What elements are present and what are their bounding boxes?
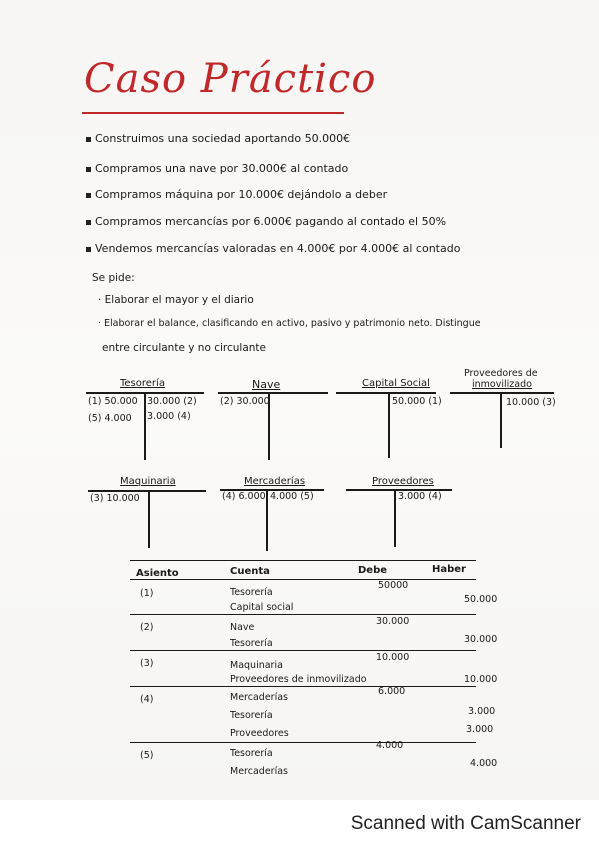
credit-entry: 30.000 (2) — [147, 396, 197, 407]
t-account-center-line — [394, 489, 396, 547]
row-debe: 30.000 — [376, 616, 410, 627]
journal-table — [130, 560, 498, 780]
t-account-center-line — [144, 392, 146, 460]
task-1: · Elaborar el mayor y el diario — [98, 294, 254, 306]
debit-entry: (1) 50.000 — [88, 396, 138, 407]
t-account-center-line — [500, 392, 502, 448]
camscanner-footer — [0, 800, 599, 848]
t-account-top-line — [336, 392, 436, 394]
journal-header-line — [130, 579, 476, 580]
task-2: · Elaborar el balance, clasificando en activo, pasivo y patrimonio neto. Distingue — [98, 318, 481, 329]
row-cuenta: Tesorería — [230, 587, 273, 598]
row-asiento: (5) — [140, 750, 154, 761]
journal-row-line — [130, 742, 476, 743]
statement-item — [86, 162, 348, 175]
header-haber: Haber — [432, 564, 466, 575]
row-debe: 6.000 — [378, 686, 406, 697]
journal-row-line — [130, 650, 476, 651]
row-haber: 3.000 — [466, 724, 494, 735]
statement-item — [86, 215, 446, 228]
row-debe: 4.000 — [376, 740, 404, 751]
bullet-icon — [86, 247, 91, 252]
statement-item — [86, 188, 387, 201]
row-asiento: (4) — [140, 694, 154, 705]
row-cuenta: Proveedores de inmovilizado — [230, 674, 367, 685]
account-name: Tesorería — [120, 378, 165, 389]
bullet-icon — [86, 167, 91, 172]
account-name: Nave — [252, 378, 281, 391]
bullet-icon — [86, 193, 91, 198]
account-name-line-2: inmovilizado — [472, 379, 532, 390]
task-2-continuation: entre circulante y no circulante — [102, 342, 266, 354]
row-asiento: (2) — [140, 622, 154, 633]
credit-entry: 10.000 (3) — [506, 397, 556, 408]
footer-text: Scanned with CamScanner — [350, 813, 581, 834]
account-name: Capital Social — [362, 378, 430, 389]
statement-text: Compramos una nave por 30.000€ al contado — [95, 162, 349, 175]
row-cuenta: Capital social — [230, 602, 294, 613]
bullet-icon — [86, 220, 91, 225]
t-account-center-line — [148, 490, 150, 548]
bullet-icon — [86, 137, 91, 142]
journal-top-line — [130, 560, 476, 561]
account-name-line-1: Proveedores de — [464, 368, 538, 379]
t-account-center-line — [388, 392, 390, 458]
row-debe: 50000 — [378, 580, 409, 591]
statement-text: Compramos mercancías por 6.000€ pagando al contado el 50% — [95, 215, 447, 228]
row-debe: 10.000 — [376, 652, 410, 663]
header-debe: Debe — [358, 565, 388, 576]
statement-text: Construimos una sociedad aportando 50.000€ — [95, 132, 351, 145]
statement-item — [86, 132, 350, 145]
se-pide-label: Se pide: — [92, 272, 135, 284]
row-cuenta: Maquinaria — [230, 660, 283, 671]
row-haber: 3.000 — [468, 706, 496, 717]
credit-entry: 50.000 (1) — [392, 396, 442, 407]
row-haber: 10.000 — [464, 674, 498, 685]
debit-entry: (5) 4.000 — [88, 413, 132, 424]
row-haber: 30.000 — [464, 634, 498, 645]
row-cuenta: Tesorería — [230, 748, 273, 759]
account-name: Mercaderías — [244, 476, 306, 487]
debit-entry: (2) 30.000 — [220, 396, 270, 407]
credit-entry: 3.000 (4) — [398, 491, 442, 502]
row-haber: 50.000 — [464, 594, 498, 605]
account-name: Maquinaria — [120, 476, 176, 487]
row-asiento: (1) — [140, 588, 154, 599]
account-name: Proveedores — [372, 476, 434, 487]
t-account-center-line — [266, 489, 268, 551]
row-cuenta: Proveedores — [230, 728, 289, 739]
page-title: Caso Práctico — [84, 56, 377, 102]
journal-row-line — [130, 686, 476, 687]
header-cuenta: Cuenta — [230, 566, 270, 577]
journal-row-line — [130, 614, 476, 615]
row-cuenta: Tesorería — [230, 710, 273, 721]
credit-entry: 3.000 (4) — [147, 411, 191, 422]
row-asiento: (3) — [140, 658, 154, 669]
statement-text: Compramos máquina por 10.000€ dejándolo a deber — [95, 188, 388, 201]
debit-entry: (4) 6.000 — [222, 491, 266, 502]
t-account-top-line — [88, 490, 206, 492]
debit-entry: (3) 10.000 — [90, 493, 140, 504]
header-asiento: Asiento — [136, 568, 179, 579]
title-underline — [82, 112, 344, 114]
t-account-top-line — [218, 392, 328, 394]
row-haber: 4.000 — [470, 758, 498, 769]
statement-item — [86, 242, 460, 255]
credit-entry: 4.000 (5) — [270, 491, 314, 502]
row-cuenta: Tesorería — [230, 638, 273, 649]
t-account-top-line — [450, 392, 554, 394]
row-cuenta: Mercaderías — [230, 692, 288, 703]
row-cuenta: Mercaderías — [230, 766, 288, 777]
row-cuenta: Nave — [230, 622, 255, 633]
statement-text: Vendemos mercancías valoradas en 4.000€ por 4.000€ al contado — [95, 242, 461, 255]
